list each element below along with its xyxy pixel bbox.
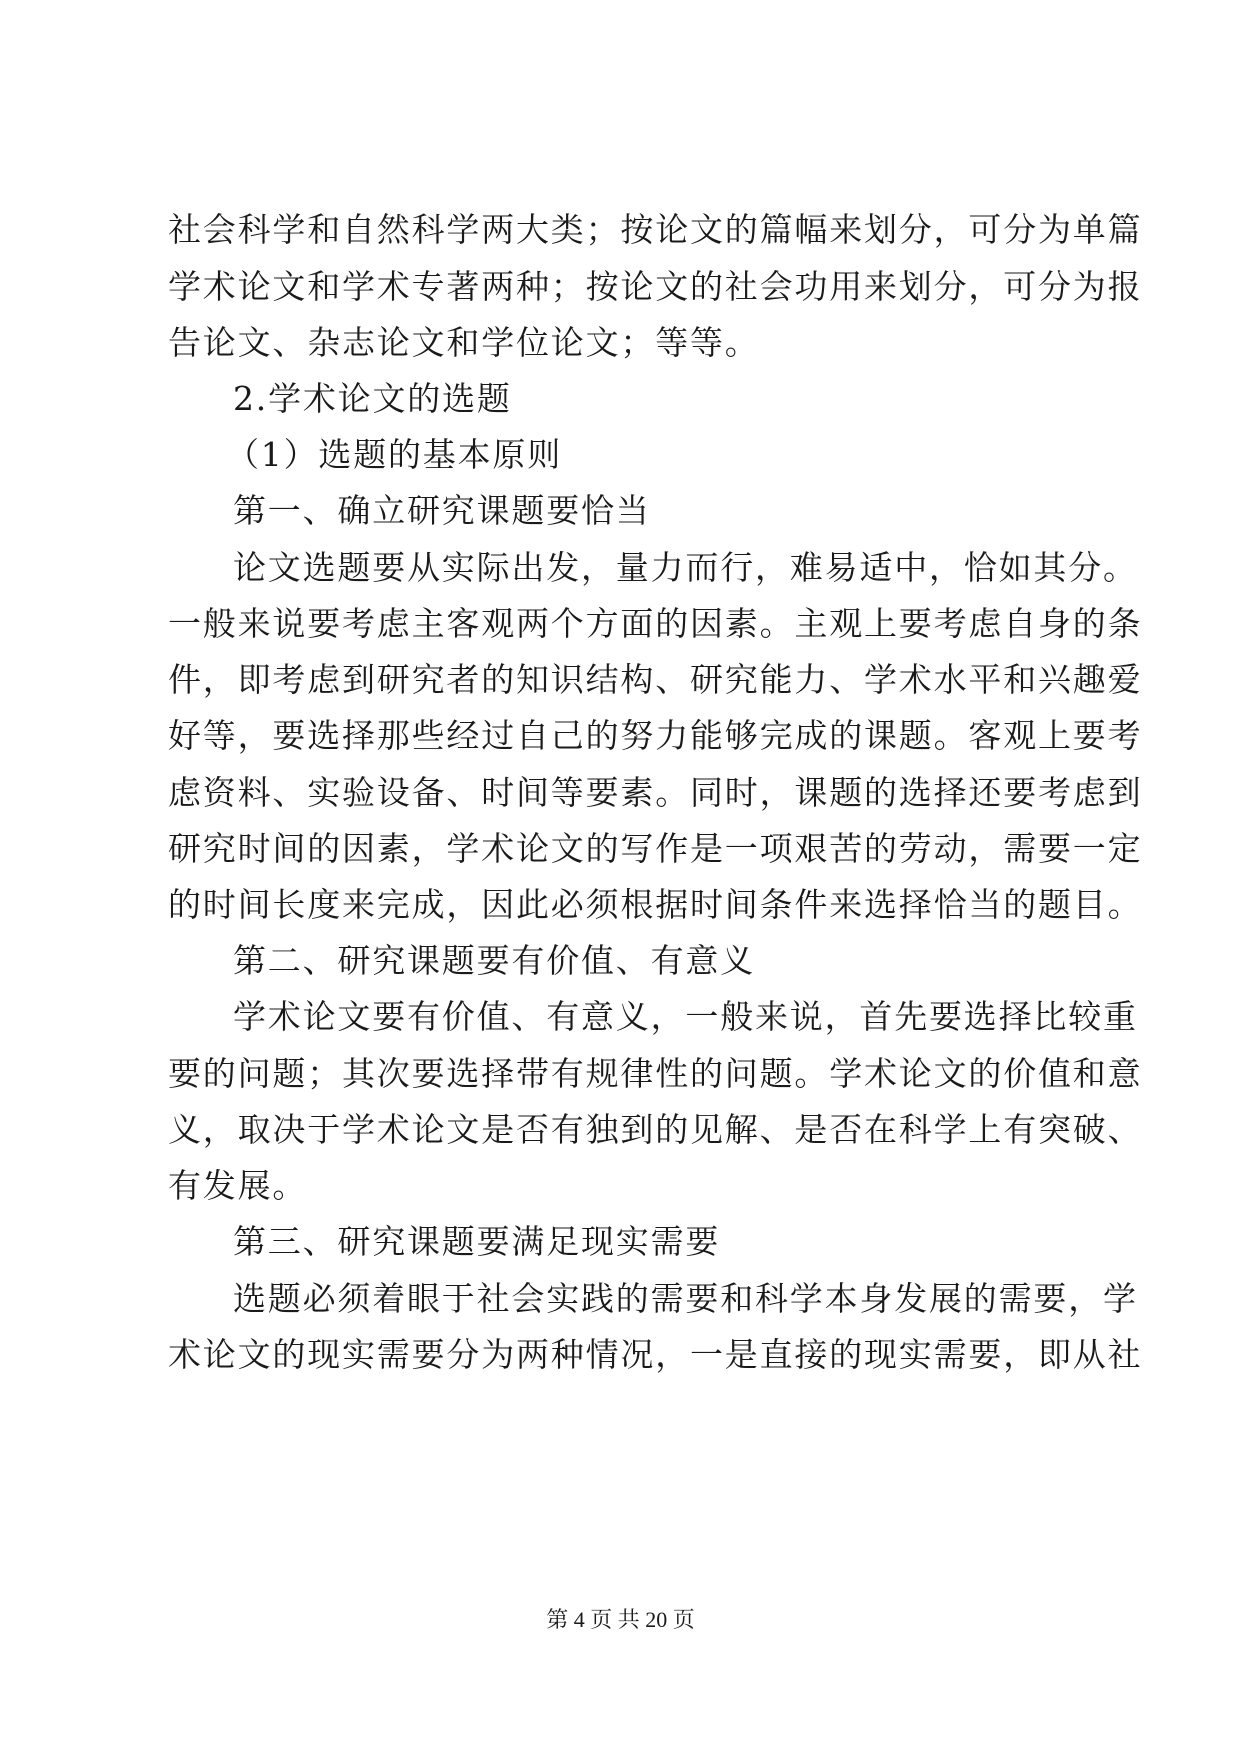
paragraph-line: 好等，要选择那些经过自己的努力能够完成的课题。客观上要考 (168, 716, 1143, 755)
principle-heading: 第三、研究课题要满足现实需要 (233, 1222, 721, 1261)
paragraph-line: 术论文的现实需要分为两种情况，一是直接的现实需要，即从社 (168, 1335, 1143, 1374)
paragraph-line: 社会科学和自然科学两大类；按论文的篇幅来划分，可分为单篇 (168, 210, 1143, 249)
paragraph-line: 要的问题；其次要选择带有规律性的问题。学术论文的价值和意 (168, 1054, 1143, 1093)
paragraph-line: 研究时间的因素，学术论文的写作是一项艰苦的劳动，需要一定 (168, 829, 1143, 868)
paragraph-line: 有发展。 (168, 1166, 308, 1205)
paragraph-line: 虑资料、实验设备、时间等要素。同时，课题的选择还要考虑到 (168, 773, 1143, 812)
paragraph-line: 选题必须着眼于社会实践的需要和科学本身发展的需要，学 (233, 1279, 1138, 1318)
paragraph-line: 告论文、杂志论文和学位论文；等等。 (168, 323, 760, 362)
paragraph-line: 学术论文和学术专著两种；按论文的社会功用来划分，可分为报 (168, 267, 1143, 306)
paragraph-line: 义，取决于学术论文是否有独到的见解、是否在科学上有突破、 (168, 1110, 1143, 1149)
principle-heading: 第一、确立研究课题要恰当 (233, 491, 651, 530)
section-heading: 2.学术论文的选题 (233, 379, 512, 418)
paragraph-line: 论文选题要从实际出发，量力而行，难易适中，恰如其分。 (233, 548, 1138, 587)
paragraph-line: 学术论文要有价值、有意义，一般来说，首先要选择比较重 (233, 997, 1138, 1036)
principle-heading: 第二、研究课题要有价值、有意义 (233, 941, 755, 980)
page-number-footer: 第 4 页 共 20 页 (546, 1607, 695, 1632)
paragraph-line: 件，即考虑到研究者的知识结构、研究能力、学术水平和兴趣爱 (168, 660, 1143, 699)
subsection-heading: （1）选题的基本原则 (226, 435, 562, 474)
paragraph-line: 一般来说要考虑主客观两个方面的因素。主观上要考虑自身的条 (168, 604, 1143, 643)
paragraph-line: 的时间长度来完成，因此必须根据时间条件来选择恰当的题目。 (168, 885, 1143, 924)
